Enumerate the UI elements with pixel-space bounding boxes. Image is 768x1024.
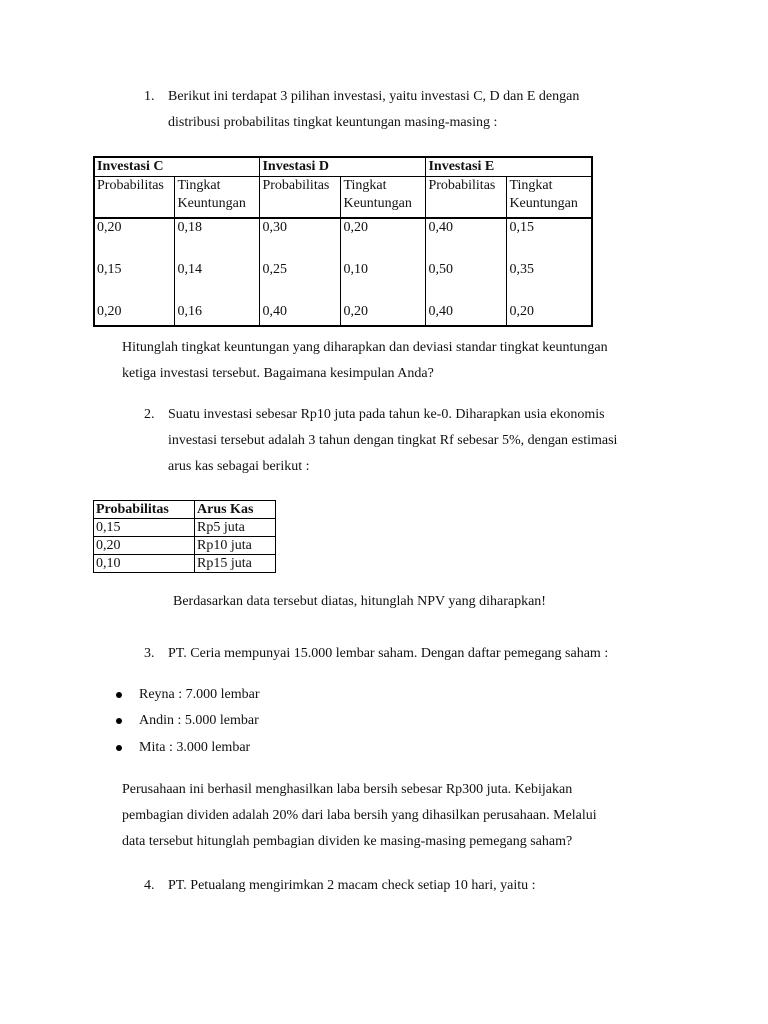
table-cell: 0,10 [94, 555, 195, 573]
table-row [94, 303, 592, 326]
q2-cashflow-table [93, 500, 276, 573]
q1-line-2: distribusi probabilitas tingkat keuntungan masing-masing : [168, 115, 498, 130]
table-cell: 0,18 [175, 218, 260, 261]
col-rate-e [507, 177, 592, 219]
table-row [94, 218, 592, 261]
bullet-dot-icon [116, 692, 122, 698]
table-cell: 0,20 [94, 537, 195, 555]
q3-paragraph-line-3: data tersebut hitunglah pembagian dividen ke masing-masing pemegang saham? [122, 834, 573, 849]
table-cell: 0,20 [341, 218, 426, 261]
table-cell: 0,16 [175, 303, 260, 326]
q3-number: 3. [144, 646, 155, 661]
table-cell: 0,20 [94, 303, 175, 326]
q2-line-3: arus kas sebagai berikut : [168, 459, 310, 474]
col-prob-e: Probabilitas [426, 177, 507, 219]
col-rate-c-1: Tingkat [177, 178, 221, 193]
list-item: Reyna : 7.000 lembar [139, 687, 260, 702]
bullet-dot-icon [116, 718, 122, 724]
table-cell: 0,40 [426, 303, 507, 326]
q2-line-1: Suatu investasi sebesar Rp10 juta pada tahun ke-0. Diharapkan usia ekonomis [168, 407, 605, 422]
table-cell: 0,15 [507, 218, 592, 261]
col-rate-d-2: Keuntungan [343, 196, 412, 211]
table-cell: 0,20 [341, 303, 426, 326]
q2-after: Berdasarkan data tersebut diatas, hitunglah NPV yang diharapkan! [173, 594, 546, 609]
q2-number: 2. [144, 407, 155, 422]
q3-paragraph-line-2: pembagian dividen adalah 20% dari laba bersih yang dihasilkan perusahaan. Melalui [122, 808, 597, 823]
table-cell: 0,14 [175, 261, 260, 303]
table-row [94, 519, 276, 537]
list-item: Mita : 3.000 lembar [139, 740, 251, 755]
col-rate-d-1: Tingkat [343, 178, 387, 193]
col-rate-e-2: Keuntungan [509, 196, 578, 211]
header-probabilitas: Probabilitas [94, 501, 195, 519]
col-rate-c-2: Keuntungan [177, 196, 246, 211]
table-cell: 0,10 [341, 261, 426, 303]
table-cell: 0,30 [260, 218, 341, 261]
col-rate-c [175, 177, 260, 219]
list-item: Andin : 5.000 lembar [139, 713, 259, 728]
col-rate-d [341, 177, 426, 219]
q1-probability-table [93, 156, 593, 327]
q4-number: 4. [144, 878, 155, 893]
table-cell: 0,35 [507, 261, 592, 303]
table-cell: 0,20 [507, 303, 592, 326]
q1-after-line-1: Hitunglah tingkat keuntungan yang diharapkan dan deviasi standar tingkat keuntungan [122, 340, 608, 355]
header-investasi-e: Investasi E [426, 157, 592, 177]
q3-line-1: PT. Ceria mempunyai 15.000 lembar saham. Dengan daftar pemegang saham : [168, 646, 609, 661]
col-prob-c: Probabilitas [94, 177, 175, 219]
table-cell: 0,25 [260, 261, 341, 303]
table-cell: 0,40 [426, 218, 507, 261]
col-rate-e-1: Tingkat [509, 178, 553, 193]
q1-line-1: Berikut ini terdapat 3 pilihan investasi, yaitu investasi C, D dan E dengan [168, 89, 580, 104]
header-investasi-d: Investasi D [260, 157, 426, 177]
col-prob-d: Probabilitas [260, 177, 341, 219]
q4-line-1: PT. Petualang mengirimkan 2 macam check setiap 10 hari, yaitu : [168, 878, 536, 893]
q1-after-line-2: ketiga investasi tersebut. Bagaimana kesimpulan Anda? [122, 366, 434, 381]
table-cell: Rp15 juta [195, 555, 276, 573]
q1-number: 1. [144, 89, 155, 104]
table-row [94, 537, 276, 555]
table-cell: 0,50 [426, 261, 507, 303]
table-row [94, 555, 276, 573]
q2-line-2: investasi tersebut adalah 3 tahun dengan tingkat Rf sebesar 5%, dengan estimasi [168, 433, 618, 448]
q3-paragraph-line-1: Perusahaan ini berhasil menghasilkan laba bersih sebesar Rp300 juta. Kebijakan [122, 782, 573, 797]
header-arus-kas: Arus Kas [195, 501, 276, 519]
table-row [94, 261, 592, 303]
table-cell: 0,15 [94, 261, 175, 303]
table-cell: Rp5 juta [195, 519, 276, 537]
bullet-dot-icon [116, 745, 122, 751]
table-cell: Rp10 juta [195, 537, 276, 555]
table-cell: 0,20 [94, 218, 175, 261]
header-investasi-c: Investasi C [94, 157, 260, 177]
table-cell: 0,15 [94, 519, 195, 537]
table-cell: 0,40 [260, 303, 341, 326]
